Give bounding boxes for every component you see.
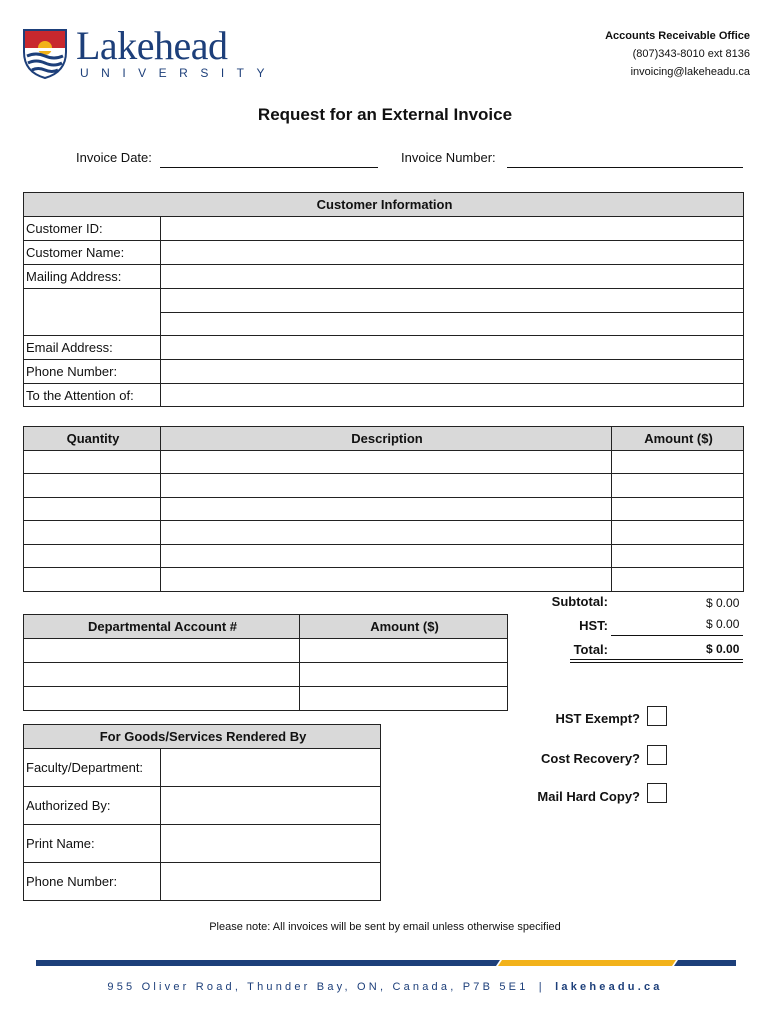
footer-website[interactable]: lakeheadu.ca	[555, 981, 663, 993]
phone-number-field[interactable]	[161, 360, 744, 384]
hst-label: HST:	[579, 618, 608, 633]
hst-exempt-checkbox[interactable]	[647, 706, 667, 726]
amount-cell[interactable]	[612, 498, 744, 521]
table-row	[24, 498, 744, 521]
mailing-address-field-1[interactable]	[161, 265, 744, 289]
table-row	[24, 521, 744, 545]
logo-subtitle: UNIVERSITY	[80, 66, 278, 80]
accounts-table	[23, 614, 508, 711]
subtotal-value: $ 0.00	[706, 596, 740, 610]
quantity-cell[interactable]	[24, 474, 161, 498]
rendered-by-heading: For Goods/Services Rendered By	[24, 725, 381, 749]
rendered-phone-label: Phone Number:	[24, 863, 161, 901]
quantity-cell[interactable]	[24, 451, 161, 474]
mail-hard-copy-label: Mail Hard Copy?	[537, 789, 640, 804]
description-cell[interactable]	[161, 521, 612, 545]
account-amount-cell[interactable]	[300, 663, 508, 687]
print-name-field[interactable]	[161, 825, 381, 863]
description-cell[interactable]	[161, 568, 612, 592]
faculty-field[interactable]	[161, 749, 381, 787]
hst-exempt-label: HST Exempt?	[555, 711, 640, 726]
footer-bar	[36, 960, 736, 966]
invoice-number-field[interactable]	[507, 167, 743, 168]
mailing-address-label: Mailing Address:	[24, 265, 161, 289]
office-email: invoicing@lakeheadu.ca	[630, 66, 750, 78]
subtotal-label: Subtotal:	[551, 594, 608, 609]
description-cell[interactable]	[161, 474, 612, 498]
description-header: Description	[161, 427, 612, 451]
quantity-cell[interactable]	[24, 498, 161, 521]
office-phone: (807)343-8010 ext 8136	[632, 48, 750, 60]
email-address-label: Email Address:	[24, 336, 161, 360]
customer-table	[23, 192, 744, 407]
phone-number-label: Phone Number:	[24, 360, 161, 384]
contact-block	[450, 27, 750, 81]
quantity-cell[interactable]	[24, 545, 161, 568]
quantity-cell[interactable]	[24, 521, 161, 545]
mailing-address-field-2[interactable]	[161, 289, 744, 313]
quantity-cell[interactable]	[24, 568, 161, 592]
amount-header: Amount ($)	[612, 427, 744, 451]
total-underline	[570, 659, 743, 663]
totals-rule	[611, 635, 743, 636]
quantity-header: Quantity	[24, 427, 161, 451]
table-row	[24, 451, 744, 474]
amount-cell[interactable]	[612, 568, 744, 592]
invoice-date-field[interactable]	[160, 167, 378, 168]
account-amount-cell[interactable]	[300, 639, 508, 663]
footer-stripe-icon	[36, 960, 736, 966]
attention-field[interactable]	[161, 384, 744, 407]
rendered-phone-field[interactable]	[161, 863, 381, 901]
dept-account-cell[interactable]	[24, 687, 300, 711]
mail-hard-copy-checkbox[interactable]	[647, 783, 667, 803]
description-cell[interactable]	[161, 451, 612, 474]
attention-label: To the Attention of:	[24, 384, 161, 407]
invoice-date-label: Invoice Date:	[76, 150, 152, 165]
total-value: $ 0.00	[706, 642, 740, 656]
customer-id-label: Customer ID:	[24, 217, 161, 241]
customer-id-field[interactable]	[161, 217, 744, 241]
table-row	[24, 687, 508, 711]
mailing-address-blank	[24, 289, 161, 336]
description-cell[interactable]	[161, 498, 612, 521]
rendered-by-table	[23, 724, 381, 901]
description-cell[interactable]	[161, 545, 612, 568]
logo	[22, 23, 278, 84]
footer-address: 955 Oliver Road, Thunder Bay, ON, Canada, P7B 5E1	[107, 981, 529, 993]
mailing-address-field-3[interactable]	[161, 313, 744, 336]
email-note: Please note: All invoices will be sent by email unless otherwise specified	[209, 921, 561, 933]
table-row	[24, 639, 508, 663]
footer-separator: |	[538, 981, 545, 993]
table-row	[24, 474, 744, 498]
logo-name: Lakehead	[76, 23, 228, 68]
account-amount-cell[interactable]	[300, 687, 508, 711]
customer-heading: Customer Information	[24, 193, 744, 217]
authorized-by-field[interactable]	[161, 787, 381, 825]
amount-cell[interactable]	[612, 521, 744, 545]
total-label: Total:	[573, 642, 608, 657]
logo-crest-icon	[22, 28, 68, 80]
office-name: Accounts Receivable Office	[605, 30, 750, 42]
faculty-label: Faculty/Department:	[24, 749, 161, 787]
table-row	[24, 545, 744, 568]
print-name-label: Print Name:	[24, 825, 161, 863]
amount-cell[interactable]	[612, 451, 744, 474]
hst-value: $ 0.00	[706, 617, 740, 631]
cost-recovery-checkbox[interactable]	[647, 745, 667, 765]
dept-account-header: Departmental Account #	[24, 615, 300, 639]
items-table	[23, 426, 744, 592]
dept-account-cell[interactable]	[24, 639, 300, 663]
amount-cell[interactable]	[612, 474, 744, 498]
email-address-field[interactable]	[161, 336, 744, 360]
customer-name-field[interactable]	[161, 241, 744, 265]
dept-account-cell[interactable]	[24, 663, 300, 687]
invoice-number-label: Invoice Number:	[401, 150, 496, 165]
table-row	[24, 568, 744, 592]
account-amount-header: Amount ($)	[300, 615, 508, 639]
amount-cell[interactable]	[612, 545, 744, 568]
authorized-by-label: Authorized By:	[24, 787, 161, 825]
customer-name-label: Customer Name:	[24, 241, 161, 265]
footer-text	[0, 981, 770, 993]
page-title: Request for an External Invoice	[257, 105, 513, 124]
cost-recovery-label: Cost Recovery?	[541, 751, 640, 766]
table-row	[24, 663, 508, 687]
